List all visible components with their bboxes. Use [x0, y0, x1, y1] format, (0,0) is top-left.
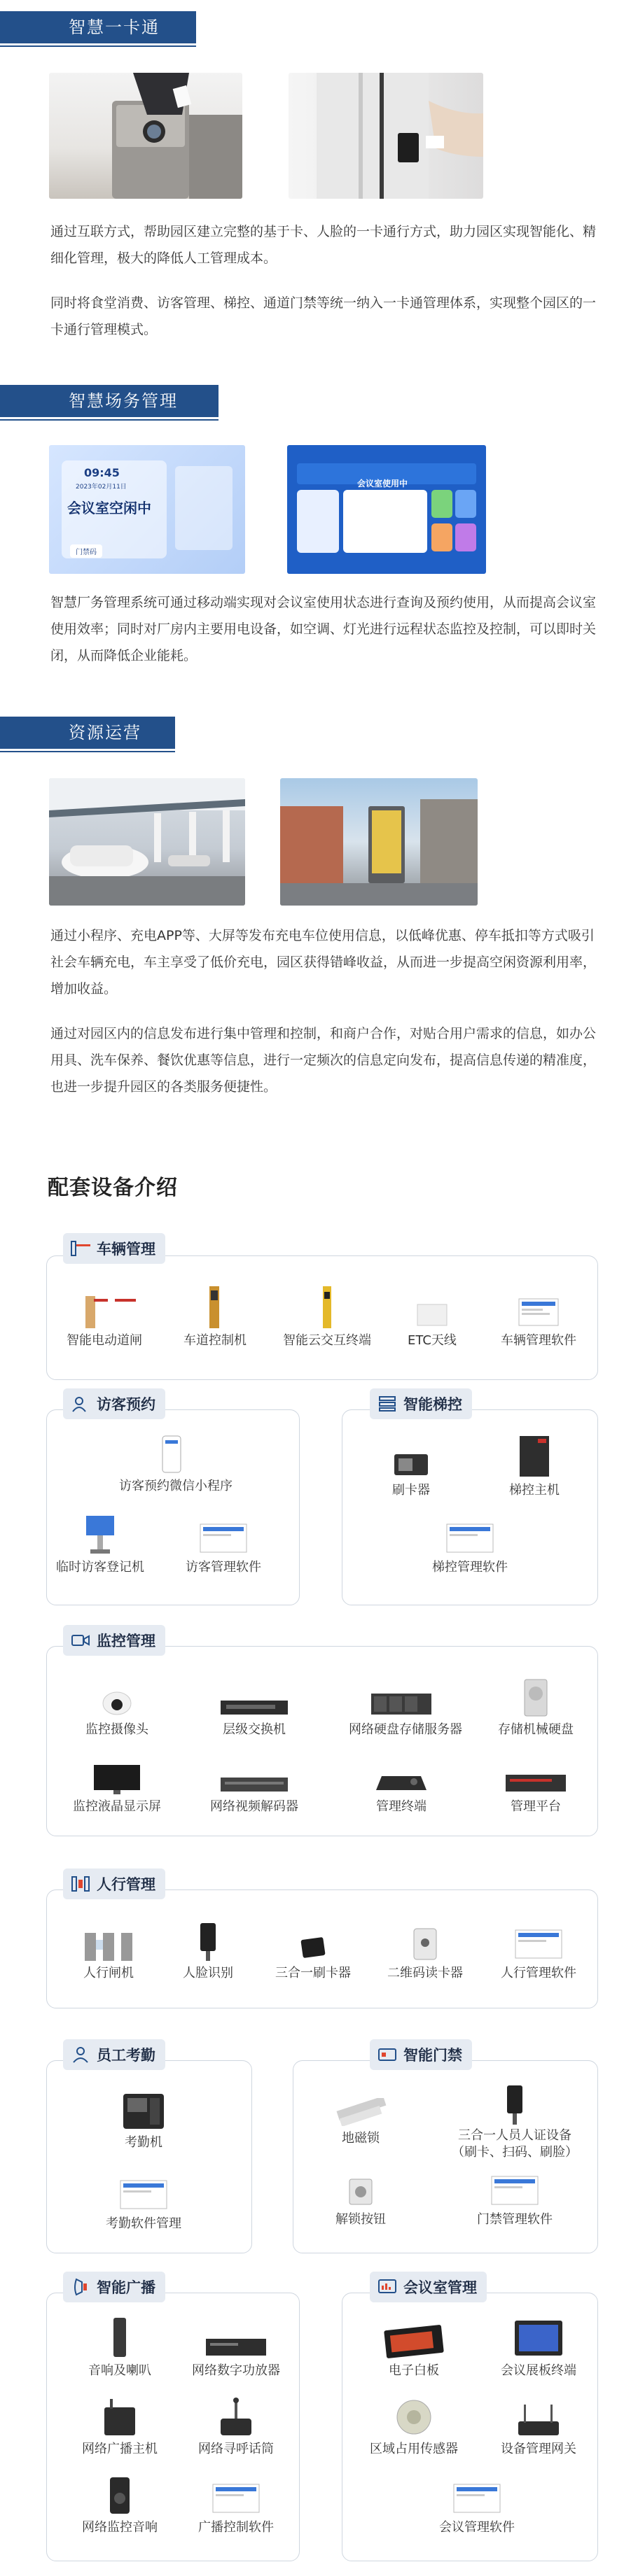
screen-status: 会议室使用中 — [357, 479, 408, 488]
equipment-item: 网络硬盘存储服务器 — [349, 1674, 454, 1738]
software-screen-icon — [445, 1523, 494, 1555]
section-banner-venue — [0, 385, 219, 417]
employee-icon — [70, 2046, 91, 2064]
turnstile-icon — [70, 1875, 91, 1893]
attendance-machine-icon — [119, 2091, 168, 2130]
whiteboard-icon — [382, 2323, 445, 2358]
equipment-item: 门禁管理软件 — [462, 2164, 567, 2228]
paragraph: 通过小程序、充电APP等、大屏等发布充电车位使用信息，以低峰优惠、停车抵扣等方式吸引社会车辆充电，车主享受了低价充电，园区获得错峰收益，从而进一步提高空闲资源利用率，增加收益。 — [50, 928, 597, 997]
equipment-item: 层级交换机 — [202, 1674, 307, 1738]
paragraph: 同时将食堂消费、访客管理、梯控、通道门禁等统一纳入一卡通管理体系，实现整个园区的一卡通行管理模式。 — [50, 295, 597, 337]
lane-controller-icon — [201, 1286, 229, 1328]
photo-card-gate — [49, 73, 242, 199]
paragraph: 通过互联方式，帮助园区建立完整的基于卡、人脸的一卡通行方式，助力园区实现智能化、精细化管理，极大的降低人工管理成本。 — [50, 224, 597, 266]
screen-meeting-busy — [287, 445, 486, 574]
equipment-item: 梯控主机 — [482, 1435, 587, 1499]
equipment-item: 网络数字功放器 — [183, 2315, 289, 2379]
screen-status: 会议室空闲中 — [67, 500, 151, 516]
equipment-item: 区域占用传感器 — [361, 2393, 466, 2458]
face-terminal-icon — [197, 1922, 219, 1961]
card-reader-icon — [391, 1450, 431, 1478]
equipment-item: 三合一刷卡器 — [261, 1917, 366, 1982]
tag-attendance — [63, 2039, 165, 2070]
software-screen-icon — [212, 2483, 261, 2515]
equipment-item: 网络广播主机 — [67, 2393, 172, 2458]
equipment-item: 网络视频解码器 — [202, 1751, 307, 1815]
speaker-icon — [109, 2316, 130, 2358]
equipment-item: 设备管理网关 — [486, 2393, 591, 2458]
card-reader-icon — [299, 1933, 327, 1961]
equipment-item: 地磁锁 — [308, 2083, 413, 2147]
equipment-item: 考勤机 — [91, 2087, 196, 2151]
gateway-icon — [514, 2402, 563, 2437]
platform-server-icon — [504, 1771, 567, 1794]
equipment-item: 管理平台 — [483, 1751, 588, 1815]
decoder-icon — [219, 1773, 289, 1794]
software-screen-icon — [514, 1929, 563, 1961]
unlock-button-icon — [347, 2176, 375, 2207]
software-screen-icon — [119, 2179, 168, 2211]
equipment-item: 网络寻呼话筒 — [183, 2393, 289, 2458]
screen-card — [431, 523, 452, 551]
software-screen-icon — [490, 2175, 539, 2207]
storage-server-icon — [370, 1689, 433, 1717]
photo-card-door — [289, 73, 483, 199]
equipment-item: 三合一人员人证设备 （刷卡、扫码、刷脸） — [448, 2083, 581, 2161]
speed-gate-icon — [81, 1926, 137, 1961]
equipment-item: 人脸识别 — [155, 1917, 261, 1982]
speaker-icon — [106, 2476, 134, 2515]
phone-app-icon — [161, 1435, 182, 1474]
equipment-item: 广播控制软件 — [183, 2472, 289, 2536]
equipment-item: 电子白板 — [361, 2315, 466, 2379]
equipment-item: 管理终端 — [349, 1751, 454, 1815]
dome-camera-icon — [97, 1682, 137, 1717]
keyboard-terminal-icon — [373, 1769, 429, 1794]
equipment-item: 二维码读卡器 — [373, 1917, 478, 1982]
broadcast-host-icon — [100, 2398, 139, 2437]
equipment-title: 配套设备介绍 — [48, 1176, 178, 1200]
equipment-item: 会议管理软件 — [424, 2472, 529, 2536]
screen-time: 09:45 — [84, 466, 120, 479]
amplifier-icon — [204, 2335, 268, 2358]
equipment-item: 访客管理软件 — [171, 1512, 276, 1576]
cloud-terminal-icon — [313, 1286, 341, 1328]
software-screen-icon — [452, 2483, 501, 2515]
equipment-item: 智能云交互终端 — [275, 1285, 380, 1349]
screen-card — [431, 490, 452, 518]
face-terminal-icon — [504, 2084, 525, 2126]
equipment-item: ETC天线 — [380, 1285, 485, 1349]
switch-icon — [219, 1696, 289, 1717]
photo-info-kiosk — [280, 778, 478, 906]
barrier-gate-icon — [73, 1286, 136, 1328]
qr-reader-icon — [411, 1926, 439, 1961]
equipment-item: 会议展板终端 — [486, 2315, 591, 2379]
tag-meeting — [370, 2272, 487, 2302]
tag-label: 员工考勤 — [97, 2047, 155, 2064]
section-title: 智慧一卡通 — [69, 17, 160, 37]
monitor-display-icon — [92, 1764, 141, 1794]
equipment-item: 智能电动道闸 — [52, 1285, 157, 1349]
screen-card — [455, 523, 476, 551]
tag-vehicle — [63, 1233, 165, 1264]
section-banner-resource — [0, 717, 175, 749]
equipment-item: 访客预约微信小程序 — [119, 1430, 224, 1495]
access-card-icon — [377, 2046, 398, 2064]
equipment-item: 人行管理软件 — [486, 1917, 591, 1982]
equipment-item: 车道控制机 — [162, 1285, 268, 1349]
car-barrier-icon — [70, 1239, 91, 1258]
occupancy-sensor-icon — [394, 2398, 434, 2437]
paging-microphone-icon — [216, 2398, 256, 2437]
tag-pedestrian — [63, 1868, 165, 1899]
controller-box-icon — [517, 1435, 552, 1478]
screen-card — [455, 490, 476, 518]
tag-visitor — [63, 1388, 165, 1419]
equipment-item: 车辆管理软件 — [486, 1285, 591, 1349]
screen-date: 2023年02月11日 — [76, 484, 127, 491]
equipment-item: 监控液晶显示屏 — [64, 1751, 169, 1815]
etc-antenna-icon — [415, 1300, 450, 1328]
paragraph: 智慧厂务管理系统可通过移动端实现对会议室使用状态进行查询及预约使用，从而提高会议室使用效率；同时对厂房内主要用电设备，如空调、灯光进行远程状态监控及控制，可以即时关闭，从而降低企业能耗。 — [50, 595, 597, 663]
tag-label: 智能梯控 — [403, 1396, 462, 1413]
hard-disk-icon — [522, 1678, 550, 1717]
software-screen-icon — [199, 1523, 248, 1555]
photo-charging-station — [49, 778, 245, 906]
kiosk-icon — [81, 1513, 120, 1555]
magnetic-lock-icon — [333, 2098, 389, 2126]
camera-icon — [70, 1631, 91, 1649]
tag-label: 车辆管理 — [97, 1241, 155, 1258]
meeting-board-icon — [377, 2278, 398, 2296]
equipment-item: 梯控管理软件 — [417, 1512, 522, 1576]
screen-card — [343, 490, 427, 553]
screen-chart — [175, 466, 233, 550]
tag-door — [370, 2039, 472, 2070]
tag-label: 智能门禁 — [403, 2047, 462, 2064]
equipment-item: 解锁按钮 — [308, 2164, 413, 2228]
elevator-icon — [377, 1395, 398, 1413]
equipment-item: 网络监控音响 — [67, 2472, 172, 2536]
tag-monitor — [63, 1625, 165, 1656]
tag-label: 会议室管理 — [403, 2279, 477, 2296]
section-banner-card — [0, 11, 196, 43]
equipment-item: 临时访客登记机 — [48, 1512, 153, 1576]
section-title: 资源运营 — [69, 723, 141, 742]
tag-broadcast — [63, 2272, 165, 2302]
equipment-item: 人行闸机 — [56, 1917, 161, 1982]
equipment-item: 音响及喇叭 — [67, 2315, 172, 2379]
door-code-button: 门禁码 — [70, 544, 102, 558]
tag-label: 人行管理 — [97, 1876, 155, 1893]
meeting-terminal-icon — [511, 2319, 567, 2358]
screen-meeting-free — [49, 445, 245, 574]
screen-card — [297, 490, 339, 553]
paragraph: 通过对园区内的信息发布进行集中管理和控制，和商户合作，对贴合用户需求的信息，如办公用具、洗车保养、餐饮优惠等信息，进行一定频次的信息定向发布，提高信息传递的精准度，也进一步提升园区的各类服务便捷性。 — [50, 1026, 597, 1095]
tag-label: 监控管理 — [97, 1633, 155, 1649]
equipment-item: 刷卡器 — [359, 1435, 464, 1499]
equipment-item: 监控摄像头 — [64, 1674, 169, 1738]
equipment-item: 考勤软件管理 — [91, 2168, 196, 2232]
tag-label: 智能广播 — [97, 2279, 155, 2296]
visitor-icon — [70, 1395, 91, 1413]
broadcast-icon — [70, 2278, 91, 2296]
tag-label: 访客预约 — [97, 1396, 155, 1413]
software-screen-icon — [518, 1297, 560, 1328]
section-title: 智慧场务管理 — [69, 391, 178, 411]
tag-elevator — [370, 1388, 472, 1419]
equipment-item: 存储机械硬盘 — [483, 1674, 588, 1738]
